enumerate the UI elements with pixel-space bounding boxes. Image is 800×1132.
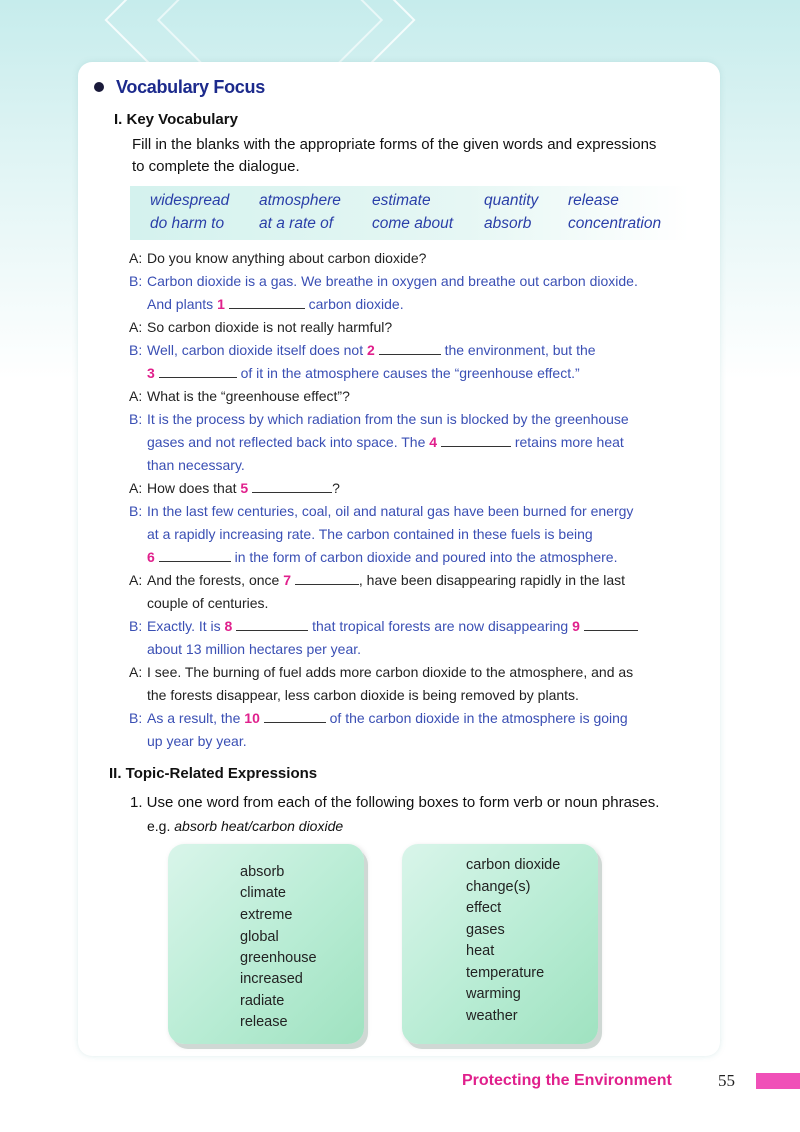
answer-blank[interactable] [236, 617, 308, 631]
word-box-item: carbon dioxide [466, 857, 561, 873]
answer-blank[interactable] [159, 364, 237, 378]
word-box-item: release [240, 1014, 288, 1030]
word-box-item: change(s) [466, 879, 531, 895]
exercise-instruction: 1. Use one word from each of the following boxes to form verb or noun phrases. [130, 794, 660, 811]
example-text: absorb heat/carbon dioxide [174, 818, 344, 834]
dialogue-text: of it in the atmosphere causes the “greenhouse effect.” [240, 365, 580, 381]
dialogue-line: It is the process by which radiation from the sun is blocked by the greenhouse [147, 411, 629, 427]
dialogue-line: the forests disappear, less carbon dioxide is being removed by plants. [147, 687, 579, 703]
instruction-line: Fill in the blanks with the appropriate forms of the given words and expressions [132, 136, 657, 153]
blank-number: 5 [240, 480, 249, 496]
part2-heading: II. Topic-Related Expressions [109, 765, 318, 782]
dialogue-line: Carbon dioxide is a gas. We breathe in oxygen and breathe out carbon dioxide. [147, 273, 638, 289]
dialogue-text: ? [332, 480, 340, 496]
word-box-item: global [240, 929, 279, 945]
dialogue-line: at a rapidly increasing rate. The carbon contained in these fuels is being [147, 526, 593, 542]
dialogue-line [147, 340, 596, 360]
dialogue-text: As a result, the [147, 710, 241, 726]
blank-number: 10 [244, 710, 260, 726]
dialogue-text: And the forests, once [147, 572, 280, 588]
dialogue-line [147, 547, 618, 567]
blank-number: 9 [572, 618, 580, 634]
dialogue-line: couple of centuries. [147, 595, 269, 611]
word-box-item: radiate [240, 993, 285, 1009]
speaker-label: A: [129, 480, 143, 496]
dialogue-text: the environment, but the [444, 342, 596, 358]
blank-number: 7 [283, 572, 291, 588]
speaker-label: A: [129, 250, 143, 266]
blank-number: 1 [217, 296, 225, 312]
word-box-item: effect [466, 900, 502, 916]
page-tab-marker [756, 1073, 800, 1089]
dialogue-text: in the form of carbon dioxide and poured into the atmosphere. [234, 549, 618, 565]
word-box-item: warming [466, 986, 521, 1002]
speaker-label: A: [129, 319, 143, 335]
dialogue-line [147, 478, 340, 498]
word-box-item: absorb [240, 864, 285, 880]
dialogue-line: up year by year. [147, 733, 247, 749]
word-box-item: temperature [466, 965, 545, 981]
blank-number: 6 [147, 549, 155, 565]
dialogue-line: I see. The burning of fuel adds more carbon dioxide to the atmosphere, and as [147, 664, 634, 680]
dialogue-text: carbon dioxide. [308, 296, 404, 312]
speaker-label: A: [129, 664, 143, 680]
word-box-item: climate [240, 885, 286, 901]
bullet-icon [94, 82, 104, 92]
instruction-line: to complete the dialogue. [132, 158, 300, 175]
word-bank-item: release [568, 192, 619, 209]
section-title: Vocabulary Focus [116, 76, 265, 97]
word-box-item: extreme [240, 907, 293, 923]
answer-blank[interactable] [229, 295, 305, 309]
dialogue-line [147, 294, 404, 314]
word-box-item: weather [466, 1008, 518, 1024]
answer-blank[interactable] [584, 617, 638, 631]
dialogue-line: What is the “greenhouse effect”? [147, 388, 350, 404]
word-box-item: heat [466, 943, 495, 959]
example-line [147, 815, 343, 837]
page-number: 55 [718, 1071, 735, 1090]
answer-blank[interactable] [379, 341, 441, 355]
part1-heading: I. Key Vocabulary [114, 111, 238, 128]
speaker-label: A: [129, 572, 143, 588]
dialogue-text: , have been disappearing rapidly in the last [358, 572, 626, 588]
dialogue-line: about 13 million hectares per year. [147, 641, 362, 657]
blank-number: 2 [366, 342, 375, 358]
blank-number: 8 [224, 618, 233, 634]
word-bank-item: estimate [372, 192, 431, 209]
dialogue-line: Do you know anything about carbon dioxide? [147, 250, 427, 266]
footer-title: Protecting the Environment [462, 1072, 672, 1089]
word-box-item: gases [466, 922, 505, 938]
speaker-label: B: [129, 342, 143, 358]
answer-blank[interactable] [159, 548, 231, 562]
dialogue-text: Well, carbon dioxide itself does not [147, 342, 364, 358]
word-bank-item: at a rate of [259, 215, 334, 232]
example-label: e.g. [147, 818, 171, 834]
speaker-label: B: [129, 411, 143, 427]
word-box-item: greenhouse [240, 950, 317, 966]
dialogue-text: retains more heat [514, 434, 624, 450]
dialogue-line [147, 570, 625, 590]
dialogue-line: than necessary. [147, 457, 245, 473]
dialogue-line: So carbon dioxide is not really harmful? [147, 319, 393, 335]
answer-blank[interactable] [441, 433, 511, 447]
speaker-label: B: [129, 618, 143, 634]
blank-number: 3 [147, 365, 155, 381]
dialogue-line [147, 616, 638, 636]
dialogue-text: of the carbon dioxide in the atmosphere is going [329, 710, 628, 726]
answer-blank[interactable] [252, 479, 332, 493]
answer-blank[interactable] [295, 571, 359, 585]
dialogue-line [147, 432, 624, 452]
word-bank-item: come about [372, 215, 453, 232]
word-bank-item: quantity [484, 192, 539, 209]
dialogue-text: Exactly. It is [147, 618, 221, 634]
speaker-label: A: [129, 388, 143, 404]
dialogue-line [147, 708, 628, 728]
word-bank-item: atmosphere [259, 192, 341, 209]
word-bank-item: absorb [484, 215, 532, 232]
word-bank-item: widespread [150, 192, 230, 209]
word-bank-item: do harm to [150, 215, 225, 232]
dialogue-text: gases and not reflected back into space. The [147, 434, 426, 450]
speaker-label: B: [129, 273, 143, 289]
dialogue-text: And plants [147, 296, 214, 312]
word-box-item: increased [240, 971, 303, 987]
section-header [94, 76, 265, 98]
dialogue-line: In the last few centuries, coal, oil and natural gas have been burned for energy [147, 503, 634, 519]
dialogue-text: How does that [147, 480, 237, 496]
blank-number: 4 [429, 434, 438, 450]
speaker-label: B: [129, 503, 143, 519]
speaker-label: B: [129, 710, 143, 726]
word-bank-item: concentration [568, 215, 662, 232]
dialogue-text: that tropical forests are now disappearing [312, 618, 569, 634]
dialogue-line [147, 363, 580, 383]
answer-blank[interactable] [264, 709, 326, 723]
